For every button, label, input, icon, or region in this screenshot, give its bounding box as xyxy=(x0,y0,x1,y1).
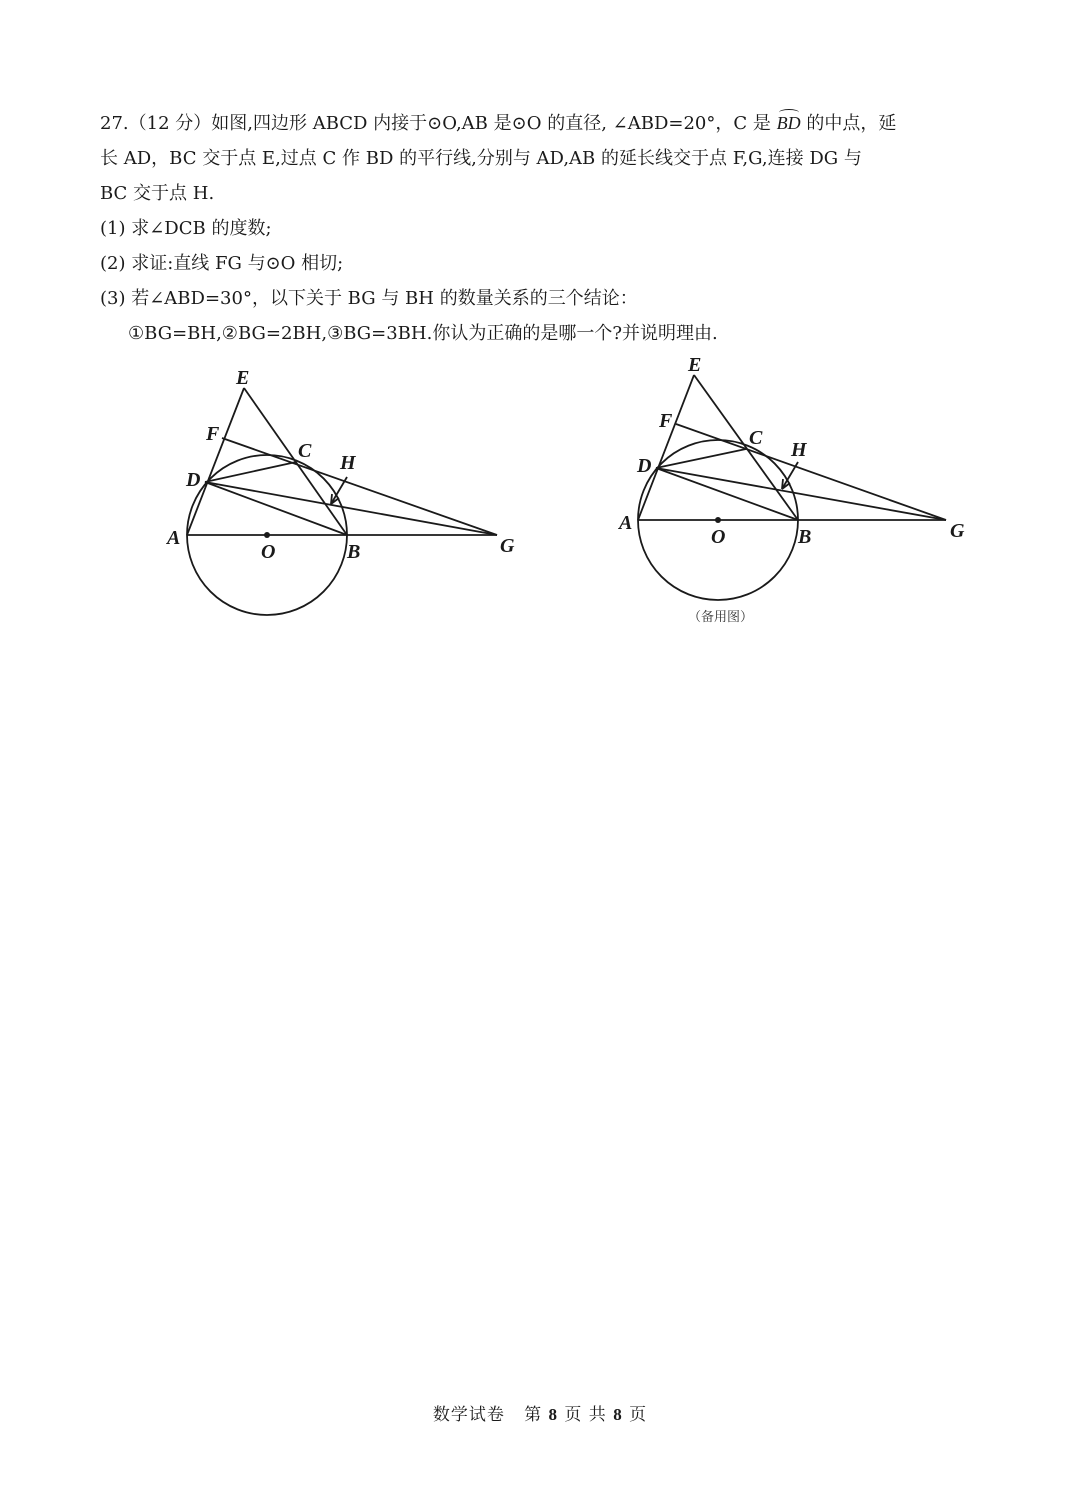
backup-figure-caption: （备用图） xyxy=(688,610,754,625)
label-g-backup: G xyxy=(950,520,965,542)
question-text-1a: 27.（12 分）如图,四边形 ABCD 内接于⊙O,AB 是⊙O 的直径, ∠ABD=20°，C 是 xyxy=(100,113,777,134)
page-footer xyxy=(0,1400,1080,1425)
label-d-backup: D xyxy=(637,455,652,477)
label-h-backup: H xyxy=(791,439,807,461)
segment-be-backup xyxy=(694,375,798,520)
label-e: E xyxy=(236,367,250,389)
question-part-1: (1) 求∠DCB 的度数; xyxy=(100,218,272,239)
label-c-backup: C xyxy=(749,427,763,449)
label-b-backup: B xyxy=(798,526,812,548)
footer-page-mid: 页 共 xyxy=(564,1405,607,1425)
question-part-2: (2) 求证:直线 FG 与⊙O 相切; xyxy=(100,253,344,274)
geometry-figure-backup xyxy=(0,0,1080,700)
label-e-backup: E xyxy=(688,354,702,376)
arc-bd-label: BD xyxy=(777,106,801,141)
footer-subject: 数学试卷 xyxy=(432,1405,505,1425)
question-line-3: BC 交于点 H. xyxy=(100,183,215,204)
label-f-backup: F xyxy=(659,410,673,432)
center-point-o-backup xyxy=(715,517,721,523)
question-line-2: 长 AD，BC 交于点 E,过点 C 作 BD 的平行线,分别与 AD,AB 的延长线交于点 F,G,连接 DG 与 xyxy=(100,148,862,169)
footer-page-suffix: 页 xyxy=(629,1405,648,1425)
segment-dc-backup xyxy=(656,449,746,468)
footer-total-pages: 8 xyxy=(613,1405,623,1424)
label-c: C xyxy=(298,440,312,462)
label-f: F xyxy=(206,423,220,445)
segment-dg-backup xyxy=(656,468,946,520)
segment-db-backup xyxy=(656,468,798,520)
label-a-backup: A xyxy=(619,512,633,534)
label-h: H xyxy=(340,452,356,474)
segment-fg-backup xyxy=(676,424,946,520)
label-o-backup: O xyxy=(711,526,726,548)
label-o: O xyxy=(261,541,276,563)
label-b: B xyxy=(347,541,361,563)
footer-page-prefix: 第 xyxy=(524,1405,543,1425)
label-a: A xyxy=(167,527,181,549)
question-text-1b: 的中点，延 xyxy=(800,113,897,134)
question-part-3-options: ①BG=BH,②BG=2BH,③BG=3BH.你认为正确的是哪一个?并说明理由. xyxy=(128,323,718,344)
footer-page-number: 8 xyxy=(548,1405,558,1424)
label-g: G xyxy=(500,535,515,557)
question-part-3: (3) 若∠ABD=30°，以下关于 BG 与 BH 的数量关系的三个结论： xyxy=(100,288,638,309)
label-d: D xyxy=(186,469,201,491)
